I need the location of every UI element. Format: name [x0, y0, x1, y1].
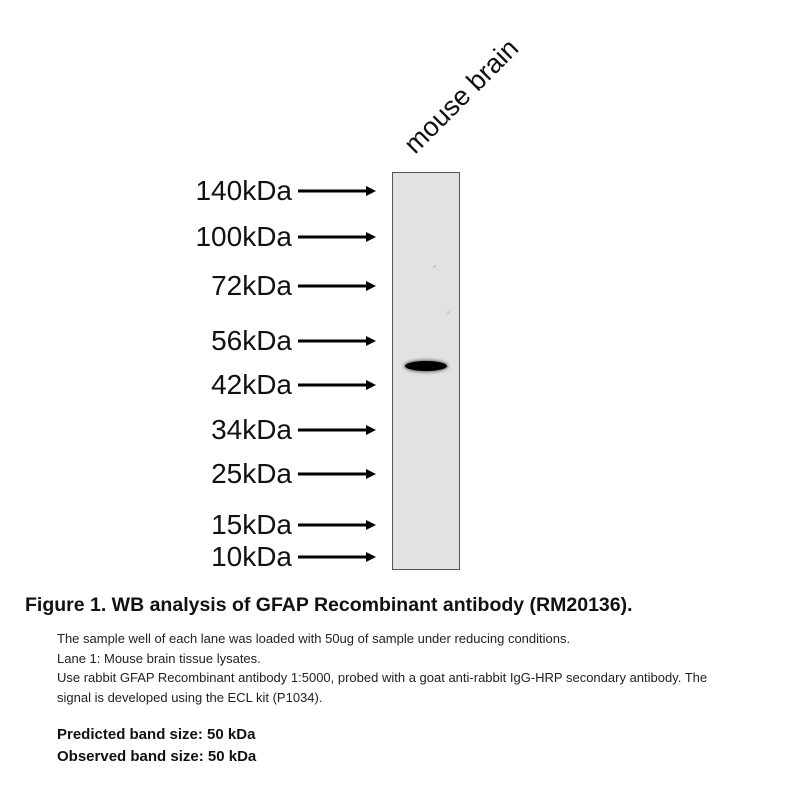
right-arrow-icon [298, 520, 376, 530]
marker-34kda [120, 415, 380, 445]
lane-label-mouse-brain: mouse brain [398, 32, 525, 160]
right-arrow-icon [298, 552, 376, 562]
blot-speck [433, 265, 436, 268]
caption-line: Use rabbit GFAP Recombinant antibody 1:5000, probed with a goat anti-rabbit IgG-HRP secondary antibody. The signal is developed using the ECL kit (P1034). [57, 670, 708, 705]
band-size-summary [57, 724, 256, 768]
marker-15kda [120, 510, 380, 540]
right-arrow-icon [298, 425, 376, 435]
western-blot-lane [392, 172, 460, 570]
marker-10kda [120, 542, 380, 572]
molecular-weight-ladder [0, 0, 400, 600]
protein-band [405, 361, 447, 371]
marker-25kda [120, 459, 380, 489]
marker-label: 56kDa [211, 325, 292, 356]
blot-speck [447, 311, 450, 314]
marker-100kda [120, 222, 380, 252]
marker-56kda [120, 326, 380, 356]
observed-band-size: Observed band size: 50 kDa [57, 748, 257, 765]
right-arrow-icon [298, 469, 376, 479]
marker-label: 34kDa [211, 414, 292, 445]
marker-label: 25kDa [211, 458, 292, 489]
marker-label: 42kDa [211, 369, 292, 400]
marker-label: 15kDa [211, 509, 292, 540]
caption-line: Lane 1: Mouse brain tissue lysates. [57, 650, 261, 666]
right-arrow-icon [298, 232, 376, 242]
right-arrow-icon [298, 336, 376, 346]
figure-caption-title: Figure 1. WB analysis of GFAP Recombinant antibody (RM20136). [25, 594, 633, 616]
figure-caption-body [57, 629, 737, 707]
marker-label: 140kDa [195, 175, 292, 206]
caption-line: The sample well of each lane was loaded with 50ug of sample under reducing conditions. [57, 631, 571, 646]
right-arrow-icon [298, 281, 376, 291]
marker-label: 72kDa [211, 270, 292, 301]
right-arrow-icon [298, 380, 376, 390]
marker-42kda [120, 370, 380, 400]
predicted-band-size: Predicted band size: 50 kDa [57, 726, 256, 743]
marker-140kda [120, 176, 380, 206]
marker-label: 10kDa [211, 541, 292, 572]
marker-label: 100kDa [195, 221, 292, 252]
right-arrow-icon [298, 186, 376, 196]
marker-72kda [120, 271, 380, 301]
